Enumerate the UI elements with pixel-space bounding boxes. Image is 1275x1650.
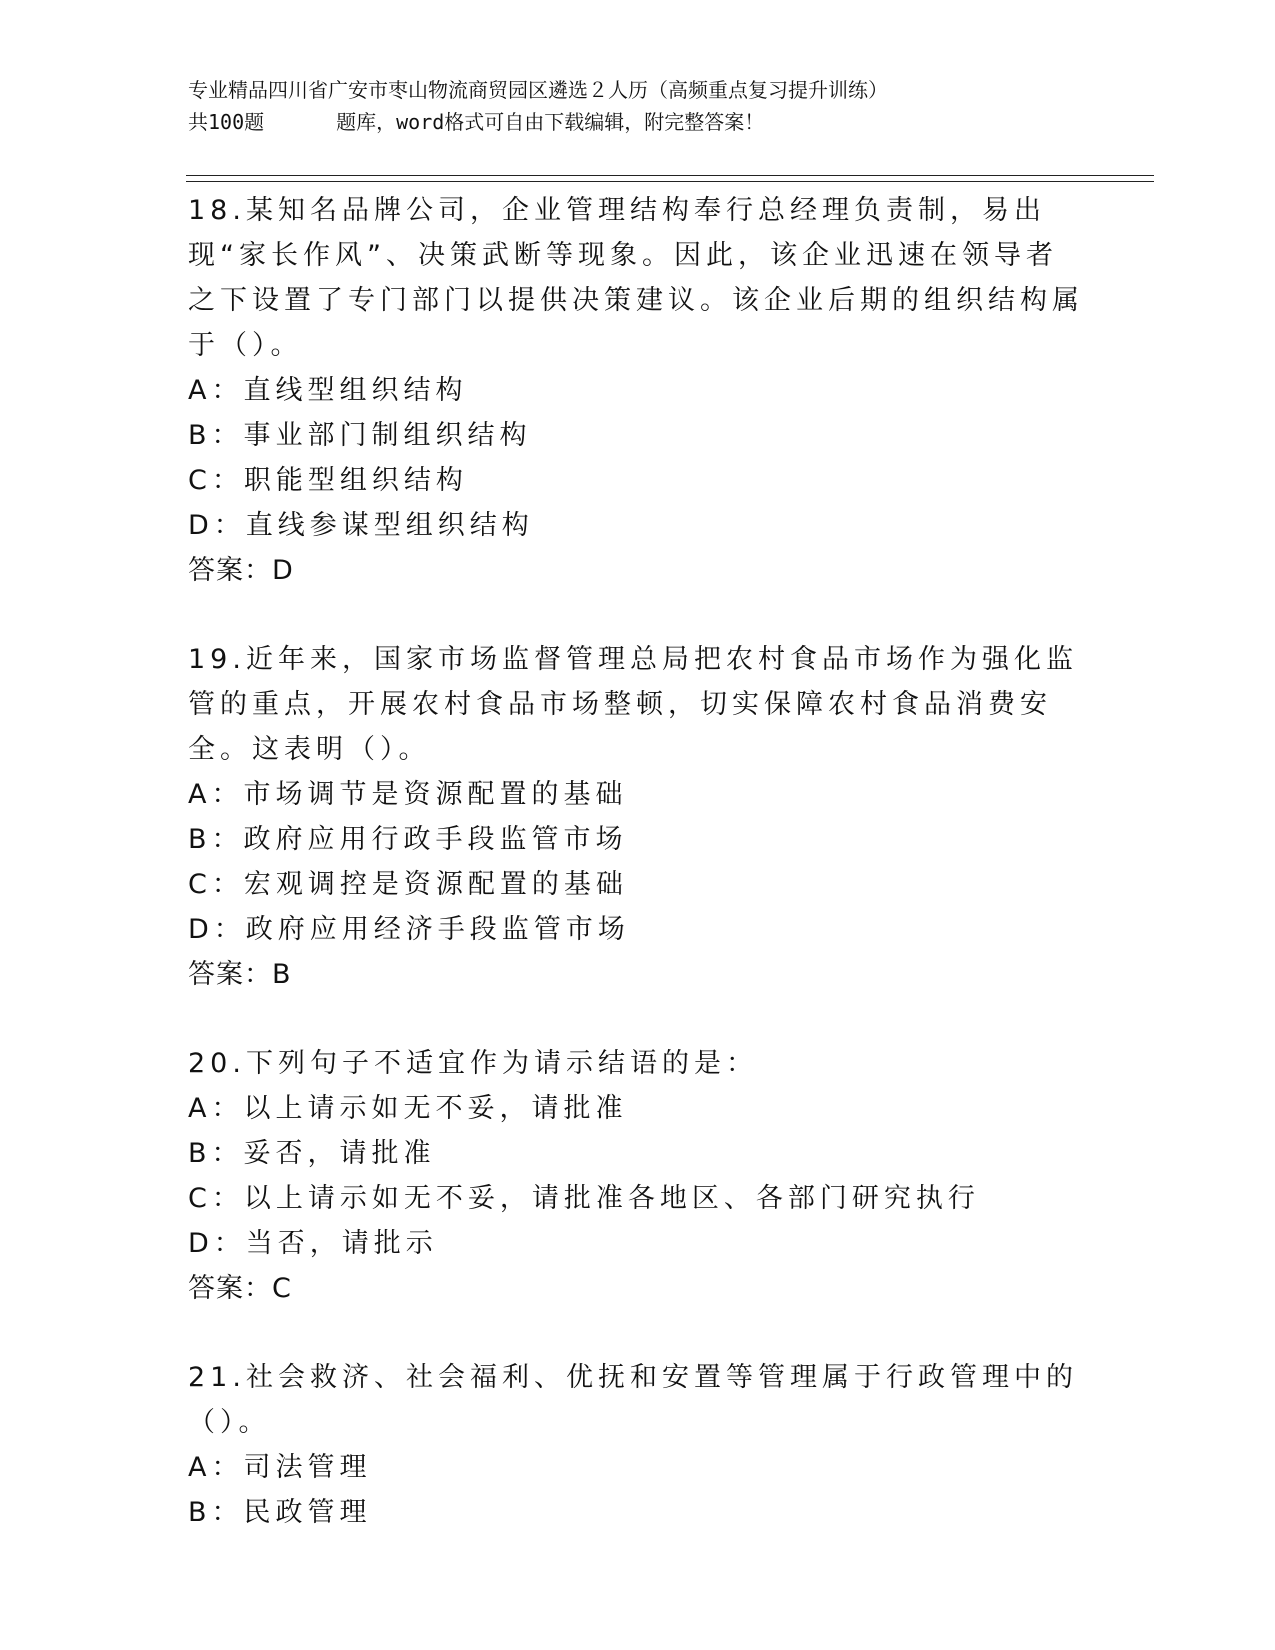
option-b: B：事业部门制组织结构 [188,420,532,451]
question-stem: 21.社会救济、社会福利、优抚和安置等管理属于行政管理中的（）。 [188,1362,1078,1438]
header-divider-bottom [186,181,1154,182]
option-a: A：市场调节是资源配置的基础 [188,779,628,810]
option-c: C：职能型组织结构 [188,465,468,496]
document-header [188,74,1148,138]
question-20 [188,1041,1088,1311]
option-a: A：司法管理 [188,1452,372,1483]
option-c: C：以上请示如无不妥，请批准各地区、各部门研究执行 [188,1183,980,1214]
question-stem: 19.近年来，国家市场监督管理总局把农村食品市场作为强化监管的重点，开展农村食品市场整顿，切实保障农村食品消费安全。这表明（）。 [188,644,1078,765]
option-c: C：宏观调控是资源配置的基础 [188,869,628,900]
header-description: 题库，word格式可自由下载编辑，附完整答案！ [336,110,765,134]
option-a: A：直线型组织结构 [188,375,468,406]
question-stem: 20.下列句子不适宜作为请示结语的是： [188,1048,758,1079]
option-d: D：政府应用经济手段监管市场 [188,914,630,945]
option-b: B：妥否，请批准 [188,1138,436,1169]
answer: 答案：D [188,555,294,586]
question-18 [188,188,1088,593]
header-count: 共100题 [188,110,265,134]
header-divider-top [186,175,1154,176]
question-21 [188,1355,1088,1535]
option-a: A：以上请示如无不妥，请批准 [188,1093,628,1124]
question-stem: 18.某知名品牌公司，企业管理结构奉行总经理负责制，易出现“家长作风”、决策武断等现象。因此，该企业迅速在领导者之下设置了专门部门以提供决策建议。该企业后期的组织结构属于（）。 [188,195,1084,361]
answer: 答案：B [188,959,292,990]
option-b: B：政府应用行政手段监管市场 [188,824,628,855]
header-subtitle [188,106,1148,138]
option-d: D：直线参谋型组织结构 [188,510,534,541]
answer: 答案：C [188,1273,292,1304]
question-19 [188,637,1088,997]
option-b: B：民政管理 [188,1497,372,1528]
option-d: D：当否，请批示 [188,1228,438,1259]
question-list [188,188,1088,1579]
header-title: 专业精品四川省广安市枣山物流商贸园区遴选２人历（高频重点复习提升训练） [188,78,888,102]
